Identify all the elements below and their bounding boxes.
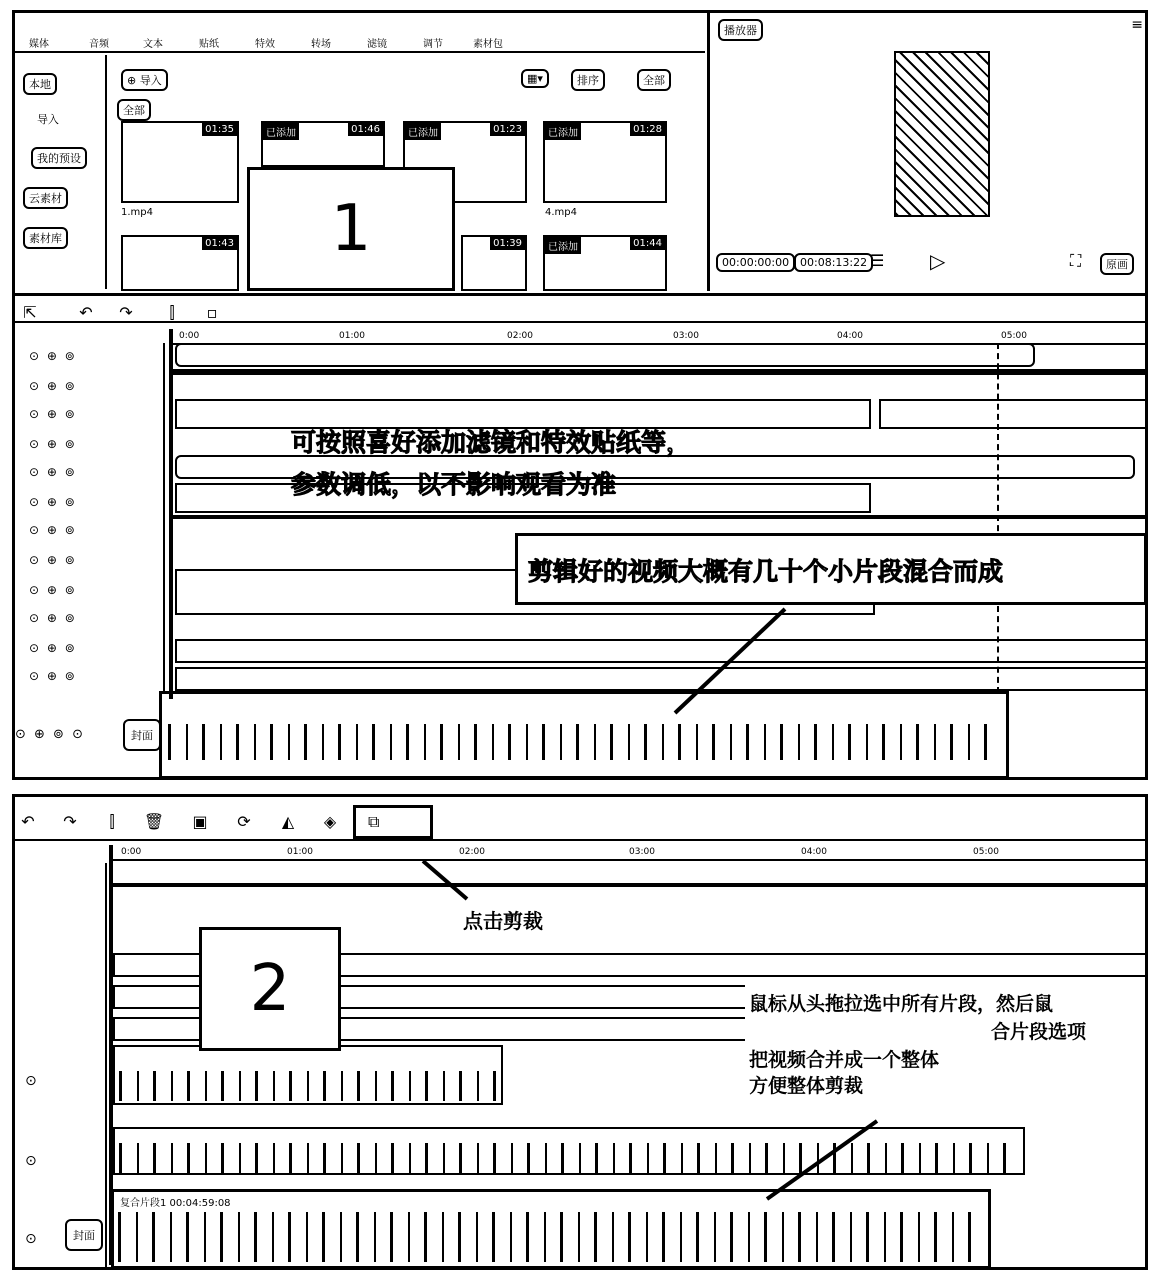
- current-time: 00:00:00:00: [716, 253, 795, 272]
- play-icon[interactable]: ▷: [930, 249, 946, 273]
- track-controls: [15, 863, 107, 1270]
- ruler-tick: 05:00: [973, 847, 999, 857]
- redo-icon[interactable]: ↷: [119, 303, 133, 322]
- media-thumbnail[interactable]: [261, 121, 385, 167]
- delete-icon[interactable]: 🗑: [143, 812, 165, 831]
- bottom-track-controls[interactable]: ⊙ ⊕ ⊚ ⊙: [15, 727, 85, 742]
- track-control-icons[interactable]: ⊙ ⊕ ⊚: [29, 465, 77, 479]
- cover-button[interactable]: 封面: [65, 1219, 103, 1251]
- track-control-icons[interactable]: ⊙ ⊕ ⊚: [29, 349, 77, 363]
- media-thumbnail[interactable]: [121, 121, 239, 203]
- delete-icon[interactable]: ▫: [206, 303, 218, 322]
- player-title: 播放器: [718, 19, 763, 41]
- media-sidebar: [15, 55, 107, 289]
- video-clip-group[interactable]: [113, 1127, 1025, 1175]
- undo-icon[interactable]: ↶: [21, 812, 35, 831]
- annotation-clips: 剪辑好的视频大概有几十个小片段混合而成: [528, 557, 1004, 586]
- ruler-tick: 01:00: [339, 331, 365, 341]
- sidebar-item-local[interactable]: 本地: [23, 73, 57, 95]
- duration-badge: 01:23: [490, 123, 525, 136]
- track-end-marker: [997, 343, 999, 693]
- track-control-icons[interactable]: ⊙ ⊕ ⊚: [29, 379, 77, 393]
- rotate-icon[interactable]: ◈: [323, 812, 337, 831]
- duration-badge: 01:28: [630, 123, 665, 136]
- track-control-icon[interactable]: ⊙: [25, 1231, 37, 1247]
- annotation-merge-2: 方便整体剪裁: [749, 1075, 864, 1097]
- track-control-icons[interactable]: ⊙ ⊕ ⊚: [29, 641, 77, 655]
- ruler-tick: 05:00: [1001, 331, 1027, 341]
- filter-button[interactable]: 全部: [637, 69, 671, 91]
- player-menu-icon[interactable]: ≡: [1131, 17, 1143, 33]
- main-video-track[interactable]: [159, 691, 1009, 779]
- added-badge: 已添加: [263, 123, 299, 140]
- tab-effects[interactable]: 特效: [255, 39, 275, 50]
- ruler-tick: 04:00: [837, 331, 863, 341]
- redo-icon[interactable]: ↷: [63, 812, 77, 831]
- arrow-pointer: [755, 1115, 885, 1205]
- ruler-tick: 03:00: [629, 847, 655, 857]
- track-divider: [171, 515, 1148, 519]
- track-row: [111, 883, 1148, 887]
- ruler-tick: 01:00: [287, 847, 313, 857]
- ruler-tick: 02:00: [459, 847, 485, 857]
- track-control-icons[interactable]: ⊙ ⊕ ⊚: [29, 495, 77, 509]
- added-badge: 已添加: [405, 123, 441, 140]
- all-filter-chip[interactable]: 全部: [117, 99, 151, 121]
- track-control-icon[interactable]: ⊙: [25, 1153, 37, 1169]
- step-number-badge: 1: [247, 167, 455, 291]
- track-control-icons[interactable]: ⊙ ⊕ ⊚: [29, 553, 77, 567]
- ruler-tick: 03:00: [673, 331, 699, 341]
- video-filmstrip: [119, 1071, 499, 1101]
- plus-icon: ⊕: [127, 74, 137, 87]
- tab-filter[interactable]: 滤镜: [367, 39, 387, 50]
- sidebar-item-my-presets[interactable]: 我的预设: [31, 147, 87, 169]
- total-time: 00:08:13:22: [794, 253, 873, 272]
- ruler-tick: 0:00: [121, 847, 142, 857]
- duration-badge: 01:46: [348, 123, 383, 136]
- step-number-badge: 2: [199, 927, 341, 1051]
- duration-badge: 01:44: [630, 237, 665, 250]
- media-filename: 1.mp4: [121, 207, 153, 218]
- select-icon[interactable]: ⇱: [23, 303, 37, 322]
- mirror-icon[interactable]: ◭: [281, 812, 295, 831]
- media-thumbnail[interactable]: [461, 235, 527, 291]
- freeze-icon[interactable]: ▣: [192, 812, 208, 831]
- top-screenshot: [12, 10, 1148, 780]
- crop-icon: ⧉: [368, 812, 380, 831]
- tab-media[interactable]: 媒体: [29, 39, 49, 50]
- filter-clip[interactable]: [879, 399, 1148, 429]
- fullscreen-icon[interactable]: ⛶: [1070, 251, 1082, 270]
- media-thumbnail[interactable]: [543, 235, 667, 291]
- duration-badge: 01:39: [490, 237, 525, 250]
- track-control-icon[interactable]: ⊙: [25, 1073, 37, 1089]
- sidebar-item-library[interactable]: 素材库: [23, 227, 68, 249]
- arrow-pointer: [415, 855, 475, 905]
- duration-badge: 01:35: [202, 123, 237, 136]
- import-button-label: 导入: [139, 74, 162, 87]
- track-control-icons[interactable]: ⊙ ⊕ ⊚: [29, 669, 77, 683]
- sidebar-item-import[interactable]: 导入: [37, 113, 59, 126]
- track-control-icons[interactable]: ⊙ ⊕ ⊚: [29, 523, 77, 537]
- tab-text[interactable]: 文本: [143, 39, 163, 50]
- tab-sticker[interactable]: 贴纸: [199, 39, 219, 50]
- media-thumbnail[interactable]: [543, 121, 667, 203]
- annotation-drag: 鼠标从头拖拉选中所有片段，然后鼠: [749, 993, 1054, 1015]
- split-icon[interactable]: ⫿: [169, 303, 175, 322]
- player-preview: [894, 51, 990, 217]
- grid-icon: ▦▾: [527, 72, 543, 85]
- annotation-click: 点击剪裁: [463, 909, 543, 933]
- video-clip-group[interactable]: [113, 1045, 503, 1105]
- track-controls: [15, 343, 165, 693]
- annotation-merge: 把视频合并成一个整体: [749, 1049, 940, 1071]
- sort-button[interactable]: 排序: [571, 69, 605, 91]
- added-badge: 已添加: [545, 237, 581, 254]
- cover-button[interactable]: 封面: [123, 719, 161, 751]
- tab-material-pack[interactable]: 素材包: [473, 39, 503, 50]
- timeline-list-icon[interactable]: ☰: [870, 251, 885, 270]
- annotation-clips-box: [515, 533, 1147, 605]
- undo-icon[interactable]: ↶: [79, 303, 93, 322]
- player-panel: [707, 13, 1148, 291]
- annotation-drag-2: 合片段选项: [991, 1021, 1087, 1043]
- media-thumbnail[interactable]: [121, 235, 239, 291]
- timeline-toolbar: [15, 797, 1148, 841]
- media-toolbar: [15, 13, 705, 53]
- track-control-icons[interactable]: ⊙ ⊕ ⊚: [29, 611, 77, 625]
- crop-button[interactable]: [353, 805, 433, 839]
- annotation-filters-2: 参数调低，以不影响观看为准: [291, 470, 617, 499]
- ruler-tick: 02:00: [507, 331, 533, 341]
- sidebar-item-cloud[interactable]: 云素材: [23, 187, 68, 209]
- media-filename: 4.mp4: [545, 207, 577, 218]
- video-filmstrip: [118, 1212, 984, 1262]
- import-button[interactable]: [121, 69, 168, 91]
- duration-badge: 01:43: [202, 237, 237, 250]
- split-icon[interactable]: ⫿: [109, 812, 115, 831]
- effect-clip[interactable]: [175, 343, 1035, 367]
- annotation-filters: 可按照喜好添加滤镜和特效贴纸等，: [291, 428, 692, 457]
- tab-transition[interactable]: 转场: [311, 39, 331, 50]
- video-filmstrip: [168, 724, 1002, 760]
- ruler-tick: 04:00: [801, 847, 827, 857]
- merged-clip-label: 复合片段1 00:04:59:08: [120, 1198, 231, 1209]
- view-toggle-button[interactable]: [521, 69, 549, 88]
- ratio-button[interactable]: 原画: [1100, 253, 1134, 275]
- track-control-icons[interactable]: ⊙ ⊕ ⊚: [29, 437, 77, 451]
- timeline-toolbar: [15, 293, 1148, 323]
- tab-audio[interactable]: 音频: [89, 39, 109, 50]
- ruler-tick: 0:00: [179, 331, 200, 341]
- bottom-screenshot: [12, 794, 1148, 1270]
- timeline-ruler: [111, 845, 1148, 861]
- track-control-icons[interactable]: ⊙ ⊕ ⊚: [29, 583, 77, 597]
- track-control-icons[interactable]: ⊙ ⊕ ⊚: [29, 407, 77, 421]
- tab-adjust[interactable]: 调节: [423, 39, 443, 50]
- reverse-icon[interactable]: ⟳: [237, 812, 251, 831]
- track-divider: [171, 369, 1148, 375]
- added-badge: 已添加: [545, 123, 581, 140]
